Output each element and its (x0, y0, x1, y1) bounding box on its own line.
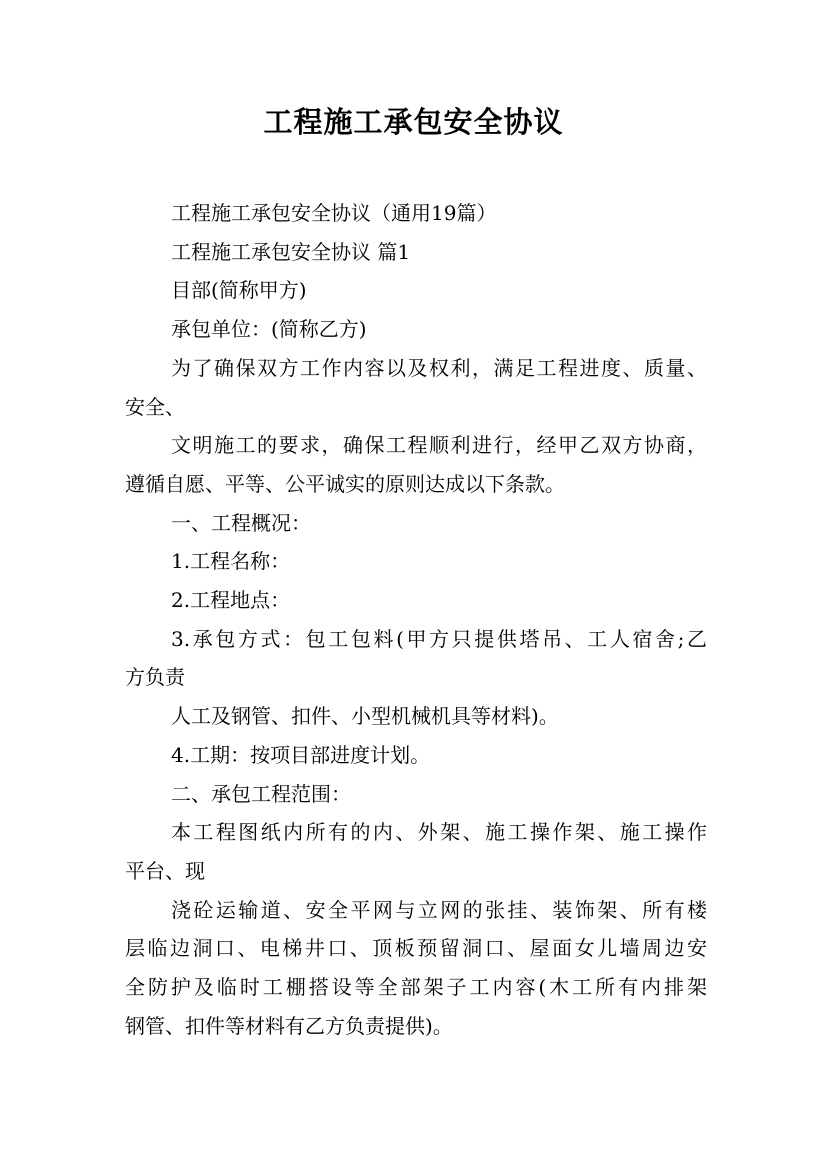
paragraph-line: 平台、现 (125, 858, 205, 883)
paragraph (125, 775, 707, 814)
paragraph-line: 层临边洞口、电梯井口、顶板预留洞口、屋面女儿墙周边安 (125, 936, 707, 961)
paragraph-line: 3.承包方式：包工包料(甲方只提供塔吊、工人宿舍;乙 (171, 626, 707, 651)
paragraph-line: 文明施工的要求，确保工程顺利进行，经甲乙双方协商， (171, 433, 707, 458)
paragraph-line: 2.工程地点： (171, 588, 291, 613)
paragraph (125, 233, 707, 272)
paragraph (125, 271, 707, 310)
paragraph-line: 工程施工承包安全协议（通用19篇） (171, 201, 497, 225)
paragraph-line: 遵循自愿、平等、公平诚实的原则达成以下条款。 (125, 471, 565, 496)
paragraph (125, 542, 707, 581)
paragraph (125, 697, 707, 736)
paragraph (125, 620, 707, 697)
paragraph-line: 承包单位：(简称乙方) (171, 317, 367, 342)
paragraph (125, 891, 707, 1046)
paragraph (125, 581, 707, 620)
paragraph-line: 全防护及临时工棚搭设等全部架子工内容(木工所有内排架 (125, 975, 707, 1000)
paragraph (125, 349, 707, 426)
paragraph-line: 方负责 (125, 665, 185, 690)
paragraph-line: 工程施工承包安全协议 篇1 (171, 239, 411, 264)
paragraph (125, 426, 707, 503)
paragraph-line: 目部(简称甲方) (171, 278, 307, 303)
paragraph-line: 钢管、扣件等材料有乙方负责提供)。 (125, 1013, 453, 1038)
paragraph (125, 504, 707, 543)
paragraph (125, 813, 707, 890)
paragraph-line: 本工程图纸内所有的内、外架、施工操作架、施工操作 (171, 820, 707, 845)
document-body (125, 194, 707, 1045)
paragraph (125, 194, 707, 233)
paragraph-line: 1.工程名称： (171, 549, 291, 574)
paragraph-line: 二、承包工程范围： (171, 781, 351, 806)
paragraph-line: 一、工程概况： (171, 510, 311, 535)
document-title: 工程施工承包安全协议 (263, 105, 564, 139)
paragraph (125, 310, 707, 349)
paragraph-line: 浇砼运输道、安全平网与立网的张挂、装饰架、所有楼 (171, 897, 707, 922)
paragraph-line: 人工及钢管、扣件、小型机械机具等材料)。 (171, 704, 559, 729)
paragraph-line: 安全、 (125, 394, 185, 419)
paragraph-line: 为了确保双方工作内容以及权利，满足工程进度、质量、 (171, 355, 707, 380)
paragraph (125, 736, 707, 775)
paragraph-line: 4.工期：按项目部进度计划。 (171, 742, 431, 767)
